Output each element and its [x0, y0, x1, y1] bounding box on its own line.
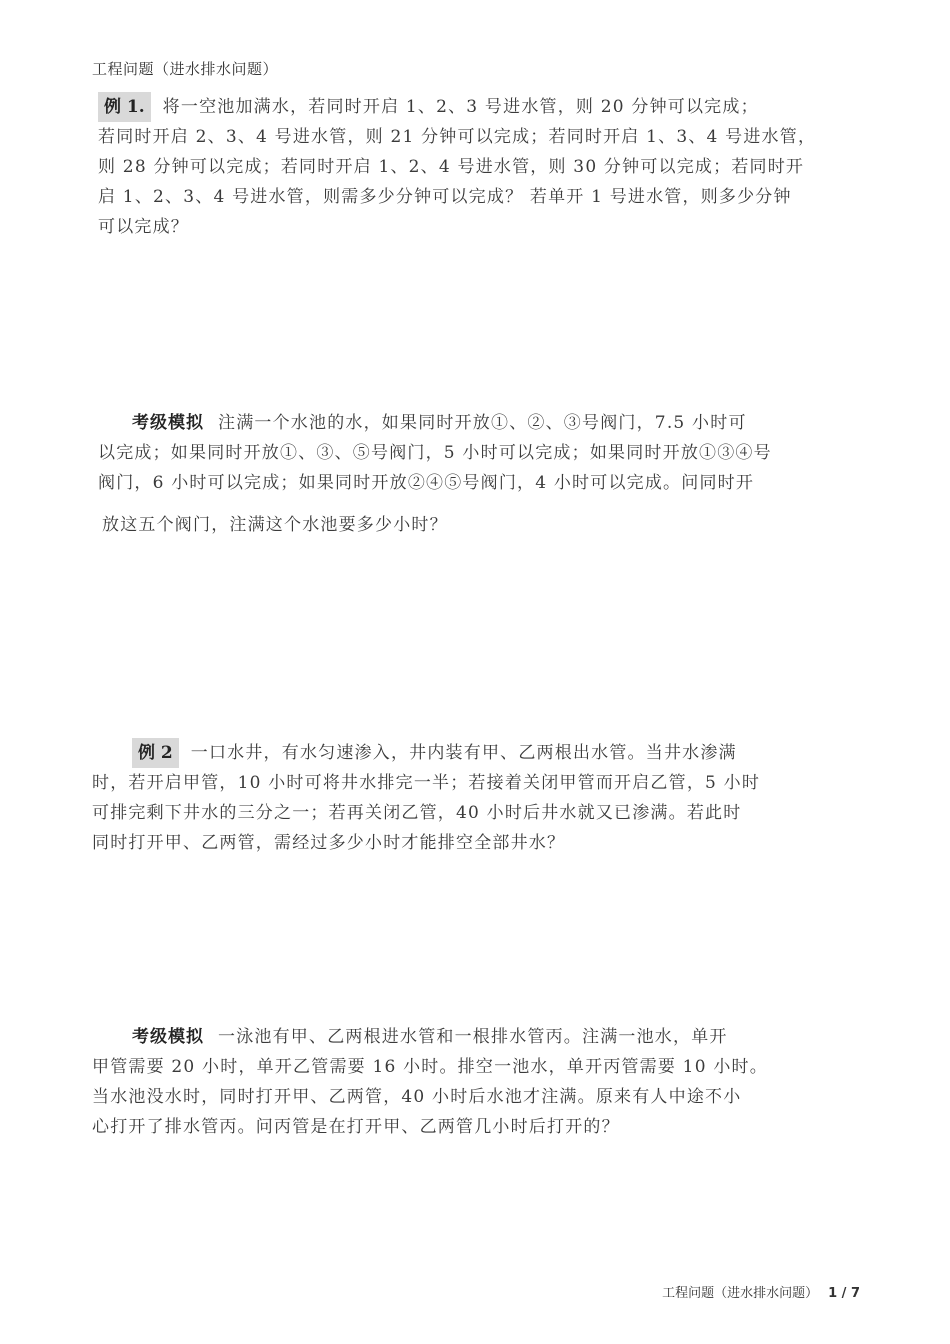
problem-line: 心打开了排水管丙。问丙管是在打开甲、乙两管几小时后打开的？: [92, 1117, 620, 1137]
problem-line: [98, 92, 816, 122]
problem-example-1: [98, 92, 816, 242]
problem-line: 若同时开启 2、3、4 号进水管，则 21 分钟可以完成；若同时开启 1、3、4 号进水管，: [98, 127, 817, 147]
problem-line: [92, 1022, 768, 1052]
problem-line: 启 1、2、3、4 号进水管，则需多少分钟可以完成？ 若单开 1 号进水管，则多少分钟: [98, 187, 792, 207]
problem-line: 时，若开启甲管，10 小时可将井水排完一半；若接着关闭甲管而开启乙管，5 小时: [92, 773, 761, 793]
problem-line: 以完成；如果同时开放①、③、⑤号阀门，5 小时可以完成；如果同时开放①③④号: [98, 443, 772, 463]
problem-label: 考级模拟: [132, 1027, 204, 1047]
problem-line: 可以完成？: [98, 217, 189, 237]
problem-text: 注满一个水池的水，如果同时开放①、②、③号阀门，7.5 小时可: [218, 413, 747, 433]
problem-line: 甲管需要 20 小时，单开乙管需要 16 小时。排空一池水，单开丙管需要 10 小时。: [92, 1057, 768, 1077]
page-number: 1 / 7: [828, 1286, 860, 1301]
problem-label: 考级模拟: [132, 413, 204, 433]
page-header: 工程问题（进水排水问题）: [92, 60, 279, 78]
problem-label: 例 2: [132, 738, 179, 768]
problem-line: 可排完剩下井水的三分之一；若再关闭乙管，40 小时后井水就又已渗满。若此时: [92, 803, 742, 823]
problem-practice-2: [92, 1022, 768, 1142]
problem-line: 当水池没水时，同时打开甲、乙两管，40 小时后水池才注满。原来有人中途不小: [92, 1087, 742, 1107]
problem-text: 将一空池加满水，若同时开启 1、2、3 号进水管，则 20 分钟可以完成；: [162, 97, 759, 117]
problem-label: 例 1.: [98, 92, 151, 122]
page-footer: [662, 1282, 860, 1301]
problem-line: [92, 738, 760, 768]
problem-text: 一口水井，有水匀速渗入，井内装有甲、乙两根出水管。当井水渗满: [190, 743, 737, 763]
problem-practice-1: [98, 408, 772, 540]
problem-line: 同时打开甲、乙两管，需经过多少小时才能排空全部井水？: [92, 833, 566, 853]
problem-example-2: [92, 738, 760, 858]
problem-line: [98, 408, 772, 438]
problem-line: 则 28 分钟可以完成；若同时开启 1、2、4 号进水管，则 30 分钟可以完成；若同时开: [98, 157, 805, 177]
problem-line: 放这五个阀门，注满这个水池要多少小时？: [102, 515, 448, 535]
footer-title: 工程问题（进水排水问题）: [662, 1286, 819, 1301]
problem-line: 阀门，6 小时可以完成；如果同时开放②④⑤号阀门，4 小时可以完成。问同时开: [98, 473, 755, 493]
problem-text: 一泳池有甲、乙两根进水管和一根排水管丙。注满一池水，单开: [218, 1027, 728, 1047]
